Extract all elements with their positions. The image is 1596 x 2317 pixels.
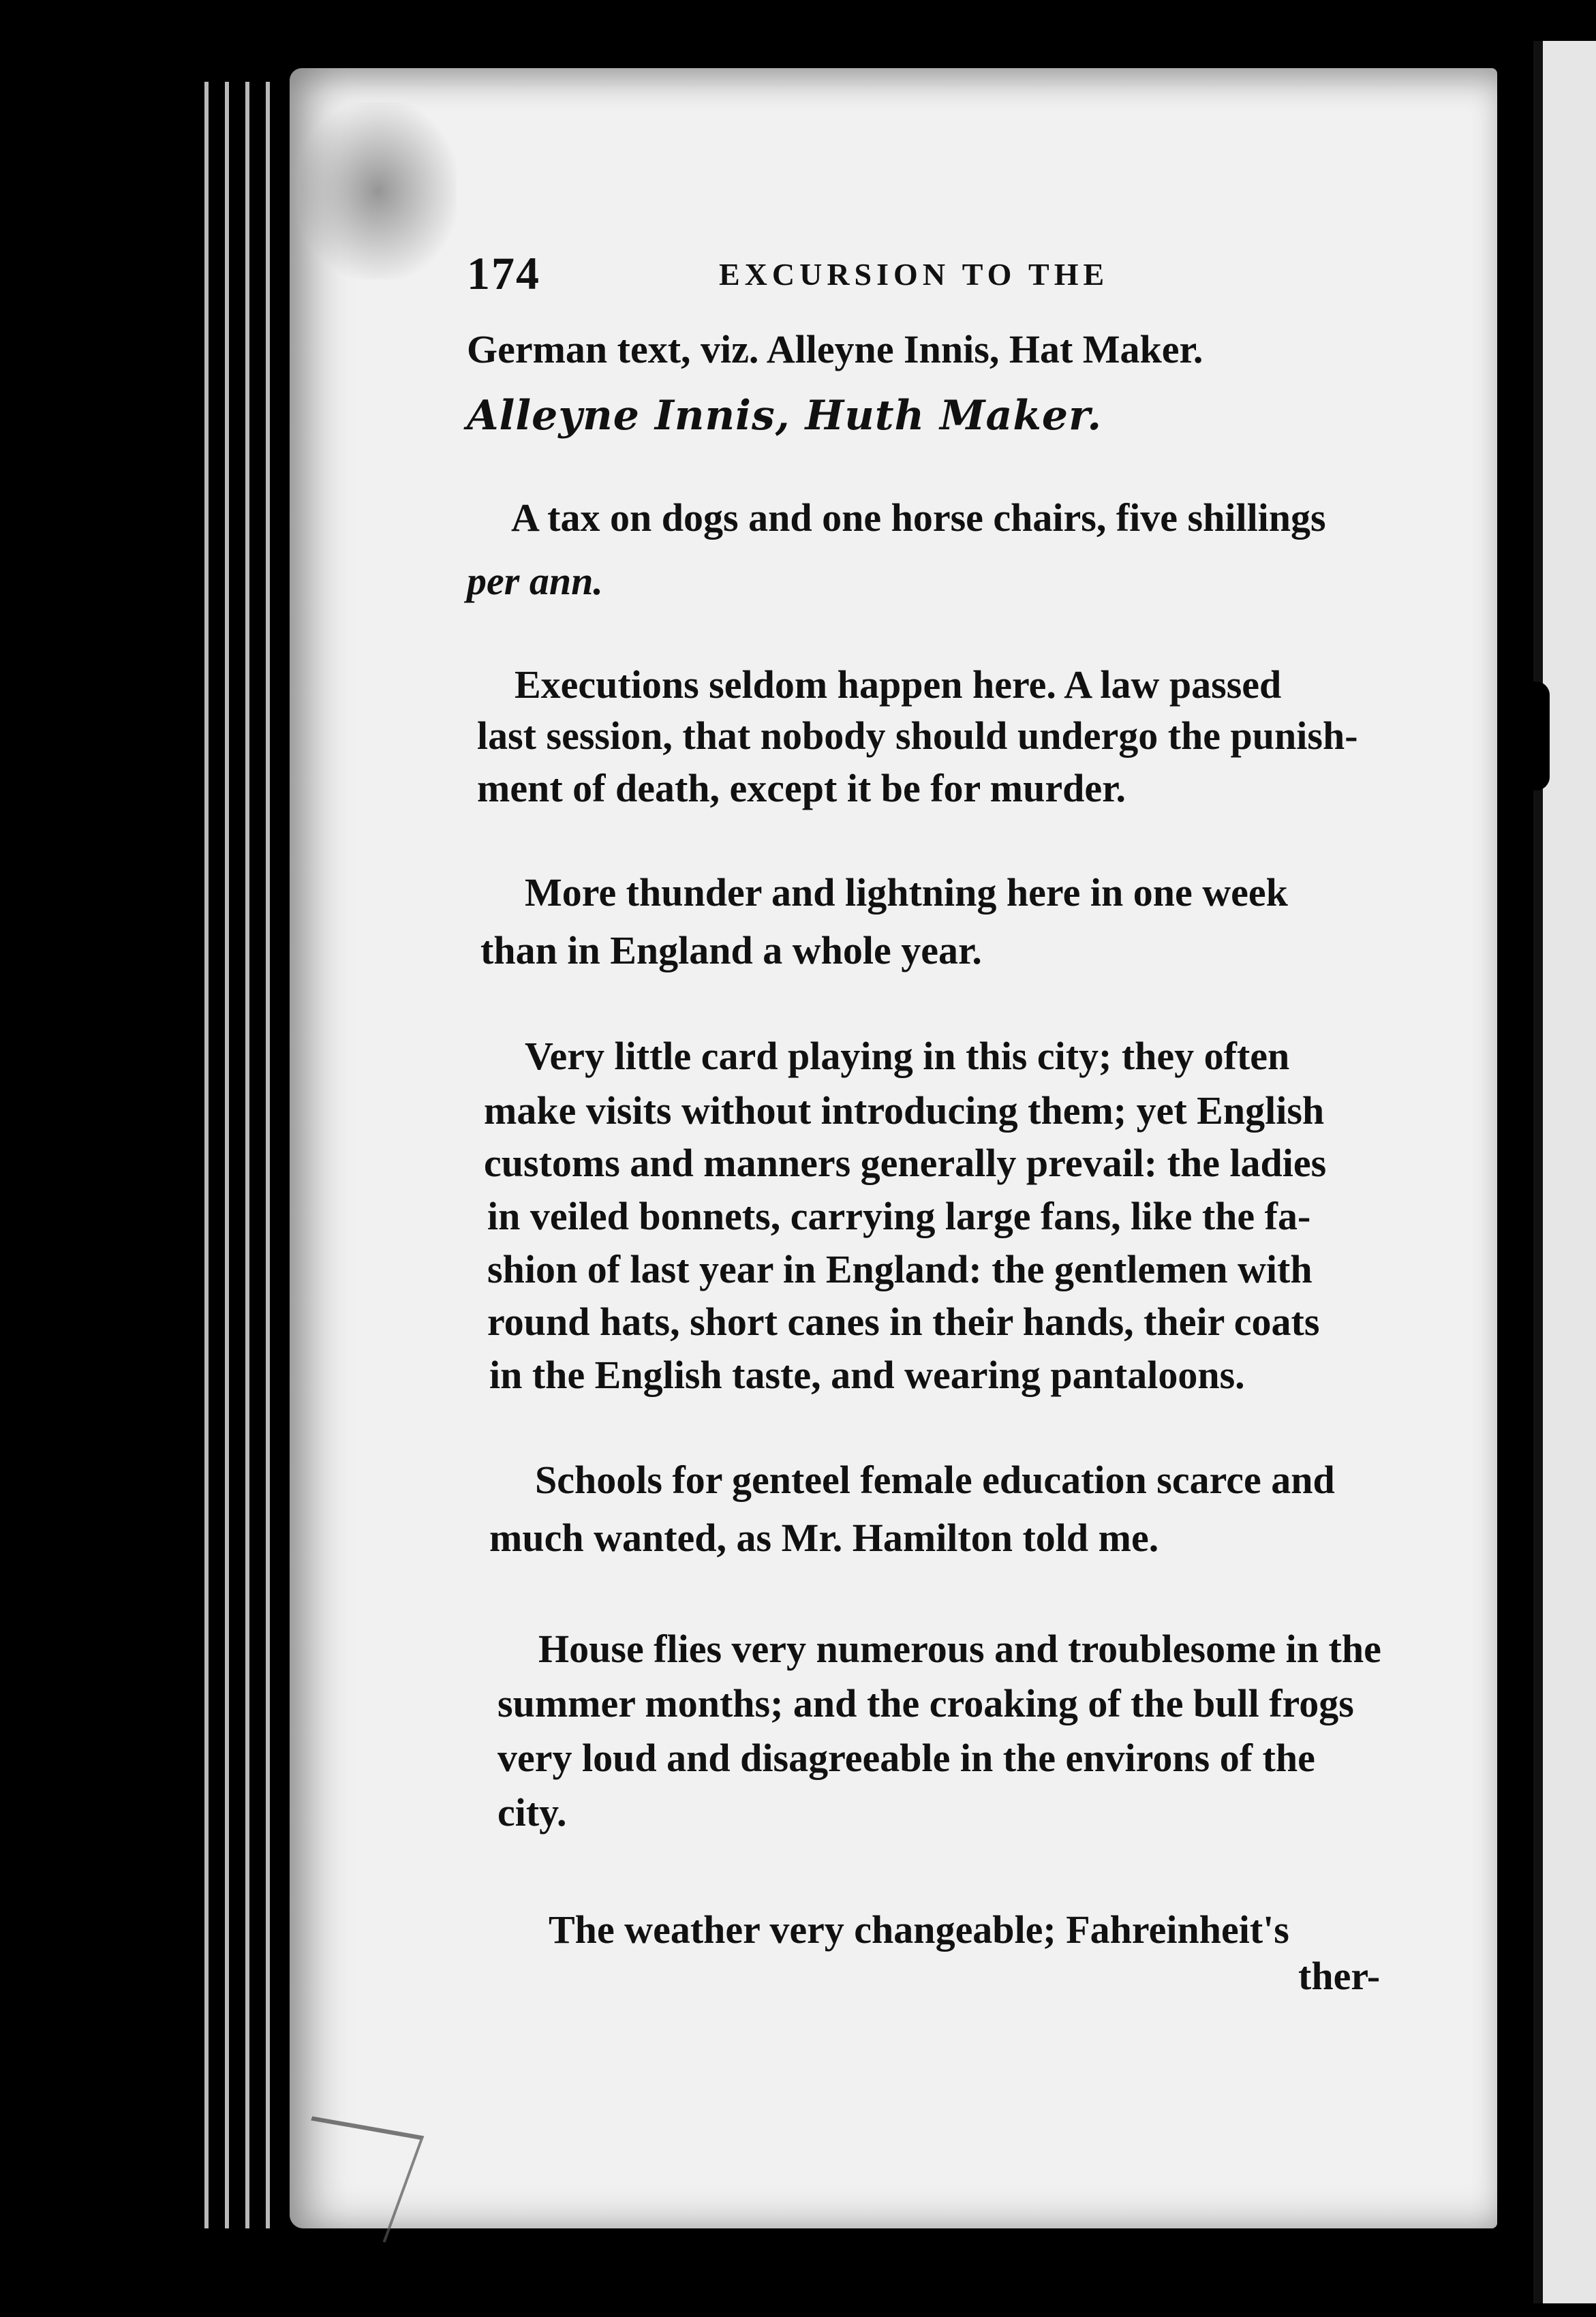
text-line: in the English taste, and wearing pantaloons.	[489, 1353, 1245, 1397]
text-line: much wanted, as Mr. Hamilton told me.	[489, 1516, 1159, 1560]
text-line: summer months; and the croaking of the bull frogs	[497, 1681, 1354, 1725]
text-line: very loud and disagreeable in the environs of the	[497, 1736, 1315, 1780]
text-line: than in England a whole year.	[480, 928, 982, 972]
text-line: German text, viz. Alleyne Innis, Hat Maker.	[467, 327, 1203, 371]
text-line: last session, that nobody should undergo the punish-	[477, 713, 1358, 758]
blackletter-line: Alleyne Innis, Huth Maker.	[467, 392, 1103, 440]
text-line: per ann.	[467, 559, 603, 603]
text-line: round hats, short canes in their hands, their coats	[487, 1300, 1320, 1344]
text-line: in veiled bonnets, carrying large fans, like the fa-	[487, 1194, 1311, 1238]
running-head: EXCURSION TO THE	[719, 257, 1109, 292]
text-line: House flies very numerous and troublesome in the	[538, 1627, 1381, 1671]
text-line: ment of death, except it be for murder.	[477, 766, 1126, 810]
text-line: city.	[497, 1790, 567, 1835]
text-line: More thunder and lightning here in one week	[525, 870, 1288, 915]
text-line: Executions seldom happen here. A law passed	[515, 662, 1282, 707]
catchword: ther-	[1298, 1954, 1381, 1998]
text-line: Very little card playing in this city; they often	[525, 1034, 1290, 1078]
text-line: Schools for genteel female education scarce and	[535, 1458, 1335, 1502]
text-line: The weather very changeable; Fahreinheit's	[549, 1907, 1289, 1952]
page-header	[467, 247, 1373, 301]
text-line: A tax on dogs and one horse chairs, five shillings	[511, 495, 1326, 540]
page-number: 174	[467, 247, 540, 299]
text-line: customs and manners generally prevail: the ladies	[484, 1141, 1327, 1185]
text-line: shion of last year in England: the gentlemen with	[487, 1247, 1313, 1291]
text-line: make visits without introducing them; yet English	[484, 1088, 1325, 1133]
